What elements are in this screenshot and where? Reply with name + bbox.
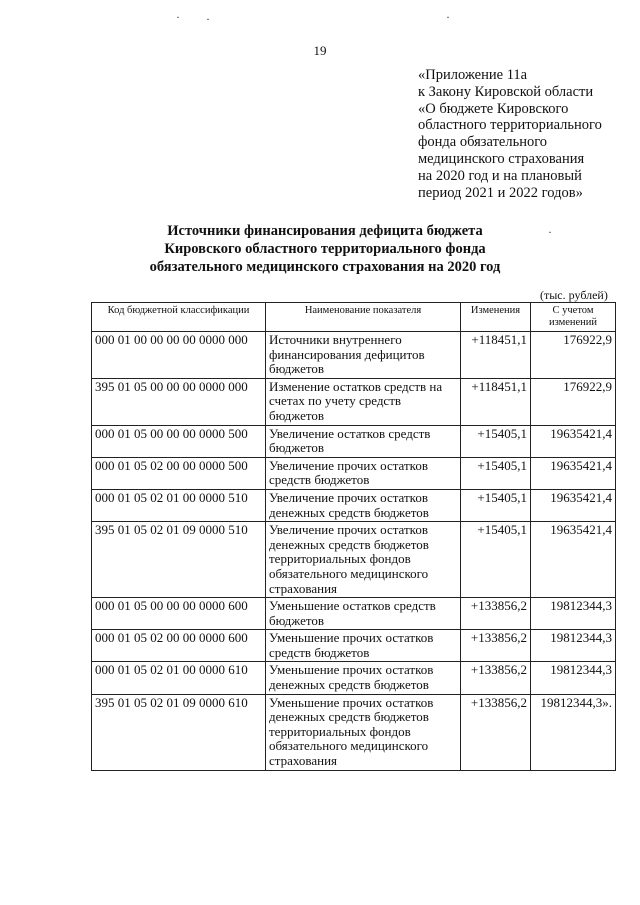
- appendix-line: медицинского страхования: [418, 150, 585, 167]
- table-row: [92, 662, 616, 694]
- cell-name: Источники внутреннего финансирования дефицитов бюджетов: [266, 332, 461, 379]
- cell-total: 176922,9: [531, 378, 616, 425]
- cell-total: 176922,9: [531, 332, 616, 379]
- cell-change: +15405,1: [461, 522, 531, 598]
- cell-change: +15405,1: [461, 425, 531, 457]
- appendix-line: к Закону Кировской области: [418, 83, 594, 100]
- header-name: Наименование показателя: [266, 303, 461, 332]
- cell-change: +133856,2: [461, 694, 531, 770]
- appendix-line: фонда обязательного: [418, 134, 548, 151]
- appendix-line: областного территориального: [418, 117, 602, 134]
- cell-change: +133856,2: [461, 598, 531, 630]
- cell-total: 19635421,4: [531, 522, 616, 598]
- appendix-reference: [418, 67, 633, 201]
- table-row: [92, 489, 616, 521]
- table-row: [92, 332, 616, 379]
- header-change: Изменения: [461, 303, 531, 332]
- appendix-line: «Приложение 11а: [418, 67, 528, 83]
- cell-code: 000 01 05 02 00 00 0000 500: [92, 457, 266, 489]
- cell-change: +118451,1: [461, 378, 531, 425]
- table-header-row: [92, 303, 616, 332]
- cell-total: 19635421,4: [531, 425, 616, 457]
- cell-code: 395 01 05 02 01 09 0000 510: [92, 522, 266, 598]
- cell-name: Уменьшение остатков средств бюджетов: [266, 598, 461, 630]
- title-line: Кировского областного территориального фонда: [164, 241, 486, 257]
- cell-code: 000 01 05 02 01 00 0000 610: [92, 662, 266, 694]
- cell-change: +133856,2: [461, 630, 531, 662]
- financing-sources-table: [91, 302, 616, 771]
- header-total: С учетом изменений: [531, 303, 616, 332]
- units-label: (тыс. рублей): [540, 288, 608, 302]
- cell-total: 19812344,3».: [531, 694, 616, 770]
- scan-speck: ·: [548, 225, 552, 239]
- cell-change: +133856,2: [461, 662, 531, 694]
- table-row: [92, 598, 616, 630]
- cell-total: 19635421,4: [531, 457, 616, 489]
- cell-change: +15405,1: [461, 489, 531, 521]
- scan-speck: ·: [446, 10, 450, 24]
- cell-name: Уменьшение прочих остатков денежных средств бюджетов: [266, 662, 461, 694]
- cell-code: 000 01 05 02 01 00 0000 510: [92, 489, 266, 521]
- header-code: Код бюджетной классификации: [92, 303, 266, 332]
- cell-name: Уменьшение прочих остатков денежных средств бюджетов территориальных фондов обязательного медицинского страхования: [266, 694, 461, 770]
- table-row: [92, 630, 616, 662]
- cell-total: 19635421,4: [531, 489, 616, 521]
- appendix-line: «О бюджете Кировского: [418, 100, 569, 117]
- cell-code: 000 01 00 00 00 00 0000 000: [92, 332, 266, 379]
- table-row: [92, 378, 616, 425]
- cell-total: 19812344,3: [531, 598, 616, 630]
- cell-code: 395 01 05 02 01 09 0000 610: [92, 694, 266, 770]
- table-row: [92, 522, 616, 598]
- cell-code: 395 01 05 00 00 00 0000 000: [92, 378, 266, 425]
- cell-total: 19812344,3: [531, 662, 616, 694]
- cell-name: Увеличение остатков средств бюджетов: [266, 425, 461, 457]
- table-row: [92, 457, 616, 489]
- cell-change: +15405,1: [461, 457, 531, 489]
- cell-name: Увеличение прочих остатков денежных средств бюджетов: [266, 489, 461, 521]
- cell-change: +118451,1: [461, 332, 531, 379]
- appendix-line: период 2021 и 2022 годов»: [418, 184, 583, 201]
- table-row: [92, 694, 616, 770]
- cell-name: Уменьшение прочих остатков средств бюджетов: [266, 630, 461, 662]
- title-line: Источники финансирования дефицита бюджета: [167, 223, 483, 239]
- scan-speck: ·: [206, 12, 210, 26]
- appendix-line: на 2020 год и на плановый: [418, 167, 582, 184]
- cell-code: 000 01 05 00 00 00 0000 500: [92, 425, 266, 457]
- cell-name: Изменение остатков средств на счетах по учету средств бюджетов: [266, 378, 461, 425]
- cell-code: 000 01 05 02 00 00 0000 600: [92, 630, 266, 662]
- table-row: [92, 425, 616, 457]
- cell-name: Увеличение прочих остатков денежных средств бюджетов территориальных фондов обязательного медицинского страхования: [266, 522, 461, 598]
- cell-code: 000 01 05 00 00 00 0000 600: [92, 598, 266, 630]
- cell-total: 19812344,3: [531, 630, 616, 662]
- page-number: 19: [313, 43, 327, 58]
- title-line: обязательного медицинского страхования на 2020 год: [149, 259, 501, 275]
- scan-speck: ·: [176, 10, 180, 24]
- document-title: [90, 222, 560, 276]
- cell-name: Увеличение прочих остатков средств бюджетов: [266, 457, 461, 489]
